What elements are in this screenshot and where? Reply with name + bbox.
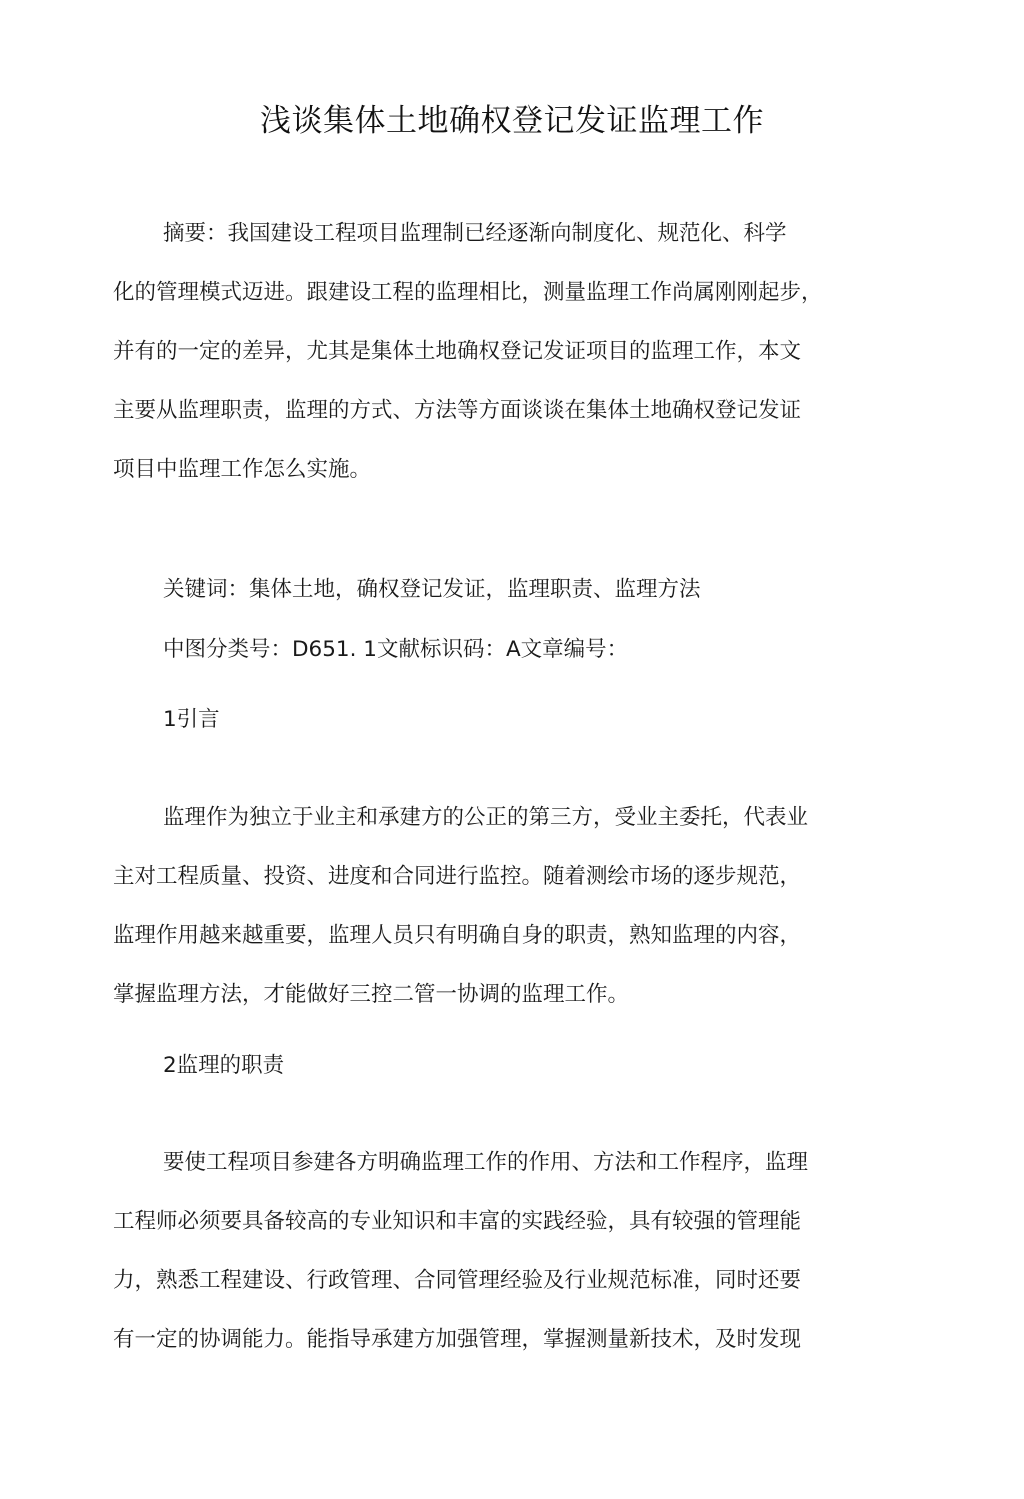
document-title: 浅谈集体土地确权登记发证监理工作: [260, 103, 764, 139]
abstract-line-4: 主要从监理职责，监理的方式、方法等方面谈谈在集体土地确权登记发证: [113, 398, 802, 423]
classification-line: 中图分类号：D651. 1文献标识码：A文章编号：: [163, 637, 629, 662]
section-2-line-4: 有一定的协调能力。能指导承建方加强管理，掌握测量新技术，及时发现: [113, 1327, 802, 1352]
abstract-line-5: 项目中监理工作怎么实施。: [113, 457, 372, 482]
section-1-line-3: 监理作用越来越重要，监理人员只有明确自身的职责，熟知监理的内容，: [113, 923, 802, 948]
section-1-line-1: 监理作为独立于业主和承建方的公正的第三方，受业主委托，代表业: [163, 805, 809, 830]
section-1-heading: 1引言: [163, 707, 220, 732]
abstract-line-1: 摘要：我国建设工程项目监理制已经逐渐向制度化、规范化、科学: [163, 221, 787, 246]
abstract-line-2: 化的管理模式迈进。跟建设工程的监理相比，测量监理工作尚属刚刚起步，: [113, 280, 823, 305]
section-2-heading: 2监理的职责: [163, 1053, 285, 1078]
section-2-line-3: 力，熟悉工程建设、行政管理、合同管理经验及行业规范标准，同时还要: [113, 1268, 802, 1293]
section-1-line-2: 主对工程质量、投资、进度和合同进行监控。随着测绘市场的逐步规范，: [113, 864, 802, 889]
section-2-line-2: 工程师必须要具备较高的专业知识和丰富的实践经验，具有较强的管理能: [113, 1209, 802, 1234]
abstract-line-3: 并有的一定的差异，尤其是集体土地确权登记发证项目的监理工作，本文: [113, 339, 802, 364]
keywords-line: 关键词：集体土地，确权登记发证，监理职责、监理方法: [163, 577, 701, 602]
section-2-line-1: 要使工程项目参建各方明确监理工作的作用、方法和工作程序，监理: [163, 1150, 809, 1175]
section-1-line-4: 掌握监理方法，才能做好三控二管一协调的监理工作。: [113, 982, 630, 1007]
